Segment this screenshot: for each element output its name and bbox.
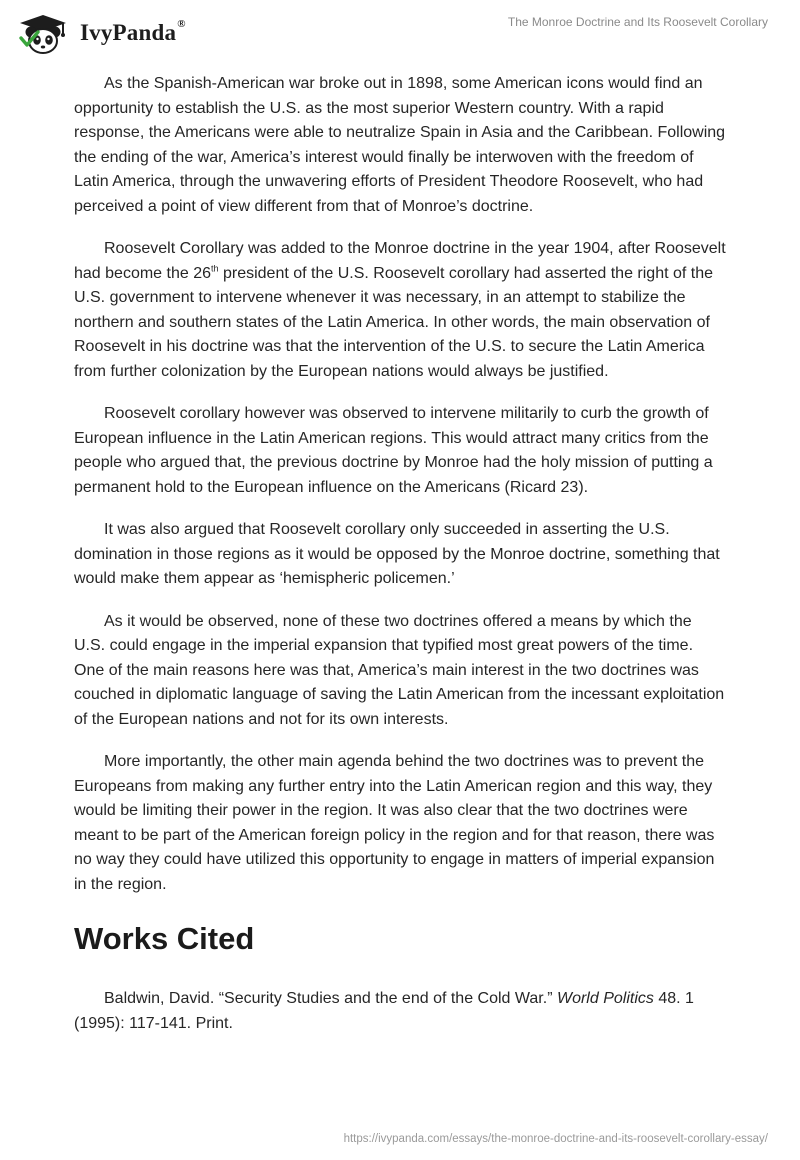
body-paragraph: As the Spanish-American war broke out in 1898, some American icons would find an opportunity to establish the U.S. as the most superior Western country. With a rapid response, the Americans were able to neutralize Spain in Asia and the Caribbean. Following the ending of the war, America’s interest would finally be interwoven with the freedom of Latin America, through the unwavering efforts of President Theodore Roosevelt, who had perceived a point of view different from that of Monroe’s doctrine.	[74, 75, 726, 215]
logo-wordmark: IvyPanda®	[80, 18, 186, 45]
body-paragraph: Roosevelt corollary however was observed to intervene militarily to curb the growth of European influence in the Latin American regions. This would attract many critics from the people who argued that, the previous doctrine by Monroe had the holy mission of putting a permanent hold to the European influence on the Americans (Ricard 23).	[74, 405, 713, 496]
body-paragraph: More importantly, the other main agenda behind the two doctrines was to prevent the Europeans from making any further entry into the Latin American region and this way, they would be limiting their power in the region. It was also clear that the two doctrines were meant to be part of the American foreign policy in the region and for that reason, there was no way they could have utilized this opportunity to engage in matters of imperial expansion in the region.	[74, 753, 715, 893]
citation-entry: Baldwin, David. “Security Studies and the end of the Cold War.” World Politics 48. 1 (1995): 117-141. Print.	[74, 990, 694, 1032]
body-paragraph: Roosevelt Corollary was added to the Monroe doctrine in the year 1904, after Roosevelt had become the 26th president of the U.S. Roosevelt corollary had asserted the right of the U.S. government to intervene whenever it was necessary, in an attempt to stabilize the northern and southern states of the Latin America. In other words, the main observation of Roosevelt in his doctrine was that the intervention of the U.S. to secure the Latin America from further colonization by the European nations would always be justified.	[74, 240, 726, 380]
body-paragraph: As it would be observed, none of these two doctrines offered a means by which the U.S. could engage in the imperial expansion that typified most great powers of the time. One of the main reasons here was that, America’s main interest in the two doctrines was couched in diplomatic language of saving the Latin American from the incessant exploitation of the European nations and not for its own interests.	[74, 612, 725, 728]
essay-content	[74, 72, 726, 1036]
body-paragraph: It was also argued that Roosevelt corollary only succeeded in asserting the U.S. domination in those regions as it would be opposed by the Monroe doctrine, something that would make them appear as ‘hemispheric policemen.’	[74, 521, 720, 587]
document-title: The Monroe Doctrine and Its Roosevelt Corollary	[507, 15, 768, 29]
source-url[interactable]: https://ivypanda.com/essays/the-monroe-doctrine-and-its-roosevelt-corollary-essay/	[343, 1133, 768, 1145]
works-cited-heading: Works Cited	[74, 921, 255, 956]
brand-logo[interactable]	[14, 12, 186, 54]
panda-graduation-cap-icon	[14, 12, 72, 54]
